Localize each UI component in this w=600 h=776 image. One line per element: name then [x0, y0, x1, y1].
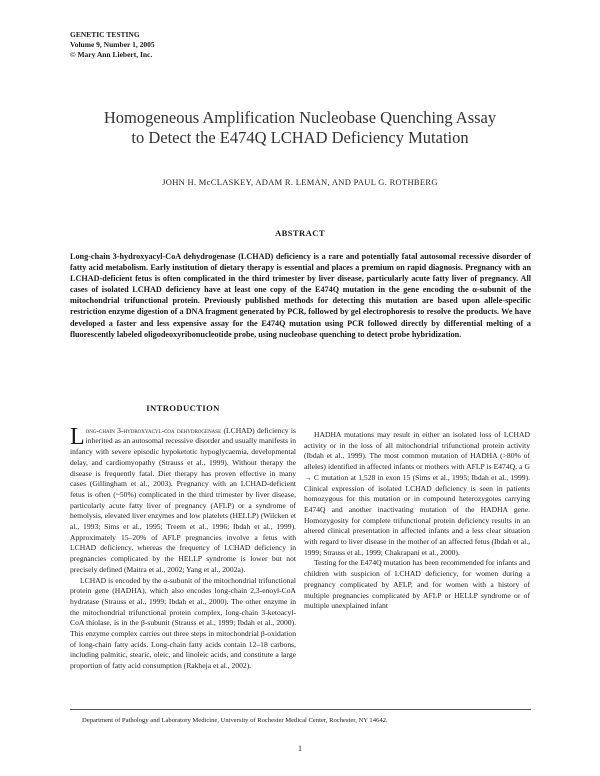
intro-paragraph-1-text: (LCHAD) deficiency is inherited as an autosomal recessive disorder and usually manifests in infancy with severe episodic hypoketotic hypoglycaemia, developmental delay, and cardiomyopathy (Strauss et al., 1999). Without therapy the disease is frequently fatal. Diet therapy has proven effective in many cases (Gillingham et al., 2003). Pregnancy with an LCHAD-deficient fetus is often (~50%) complicated in the third trimester by liver disease, particularly acute fatty liver of pregnancy (AFLP) or a syndrome of hemolysis, elevated liver enzymes and low platelets (HELLP) (Wilcken et al., 1993; Sims et al., 1995; Treem et al., 1996; Ibdah et al., 1999). Approximately 15–20% of AFLP pregnancies involve a fetus with LCHAD deficiency, whereas the frequency of LCHAD deficiency in pregnancies complicated by the HELLP syndrome is lower but not precisely defined (Maitra et al., 2002; Yang et al., 2002a).: [70, 425, 296, 574]
article-title: [40, 108, 560, 148]
intro-paragraph-1: [70, 423, 296, 576]
journal-volume: Volume 9, Number 1, 2005: [70, 40, 155, 49]
title-line-2: to Detect the E474Q LCHAD Deficiency Mutation: [131, 128, 469, 147]
body-column-right: [304, 430, 530, 612]
title-line-1: Homogeneous Amplification Nucleobase Quenching Assay: [103, 108, 497, 127]
footnote-divider: [70, 709, 531, 710]
intro-paragraph-2: LCHAD is encoded by the α-subunit of the mitochondrial trifunctional protein gene (HADHA), which also encodes long-chain 2,3-enoyl-CoA hydratase (Strauss et al., 1999; Ibdah et al., 2000). The other enzyme in the mitochondrial trifunctional protein complex, long-chain 3-ketoacyl-CoA thiolase, is in the β-subunit (Strauss et al., 1999; Ibdah et al., 2000). This enzyme complex carries out three steps in mitochondrial β-oxidation of long-chain fatty acids. Long-chain fatty acids contain 12–18 carbons, including palmitic, stearic, oleic, and linoleic acids, and constitute a large proportion of fatty acid consumption (Rakheja et al., 2002).: [70, 575, 296, 671]
affiliation-footnote: Department of Pathology and Laboratory Medicine, University of Rochester Medical Center, Rochester, NY 14642.: [82, 717, 388, 724]
journal-header: [70, 30, 155, 60]
intro-lead-smallcaps: ong-chain 3-hydroxyacyl-coa dehydrogenase: [85, 425, 222, 435]
drop-cap: L: [70, 423, 85, 450]
intro-paragraph-4: Testing for the E474Q mutation has been recommended for infants and children with suspicion of LCHAD deficiency, for women during a pregnancy complicated by AFLP, and for women with a history of multiple pregnancies complicated by AFLP or HELLP syndrome or of multiple unexplained infant: [304, 558, 530, 611]
body-column-left: [70, 403, 296, 672]
abstract-heading: ABSTRACT: [275, 228, 325, 238]
intro-paragraph-3: HADHA mutations may result in either an isolated loss of LCHAD activity or in the loss of all mitochondrial trifunctional protein activity (Ibdah et al., 1999). The most common mutation of HADHA (>80% of alleles) identified in affected infants or mothers with AFLP is E474Q, a G → C mutation at 1,528 in exon 15 (Sims et al., 1995; Ibdah et al., 1999). Clinical expression of isolated LCHAD deficiency is seen in patients homozygous for this mutation or in compound heterozygotes carrying E474Q and another inactivating mutation of the HADHA gene. Homozygosity for complete trifunctional protein deficiency results in an altered clinical presentation in affected infants and a less clear situation with regard to liver disease in the mother of an affected fetus (Ibdah et al., 1999; Strauss et al., 1999; Chakrapani et al., 2000).: [304, 430, 530, 557]
journal-copyright: © Mary Ann Liebert, Inc.: [70, 50, 153, 59]
abstract-text: Long-chain 3-hydroxyacyl-CoA dehydrogenase (LCHAD) deficiency is a rare and potentially fatal autosomal recessive disorder of fatty acid metabolism. Early institution of dietary therapy is essential and places a premium on rapid diagnosis. Pregnancy with an LCHAD-deficient fetus is often complicated in the third trimester by liver disease, particularly acute fatty liver of pregnancy. All cases of isolated LCHAD deficiency have at least one copy of the E474Q mutation in the gene encoding the α-subunit of the mitochondrial trifunctional protein. Previously published methods for detecting this mutation are based upon allele-specific restriction enzyme digestion of a DNA fragment generated by PCR, followed by gel electrophoresis to resolve the products. We have developed a faster and less expensive assay for the E474Q mutation using PCR followed directly by differential melting of a fluorescently labeled oligodeoxyribonucleotide probe, using nucleobase quenching to detect probe hybridization.: [70, 252, 531, 339]
author-list: JOHN H. McCLASKEY, ADAM R. LEMAN, AND PAUL G. ROTHBERG: [162, 177, 438, 187]
introduction-heading: INTRODUCTION: [146, 403, 220, 413]
journal-name: GENETIC TESTING: [70, 30, 140, 39]
page-number: 1: [298, 744, 302, 753]
